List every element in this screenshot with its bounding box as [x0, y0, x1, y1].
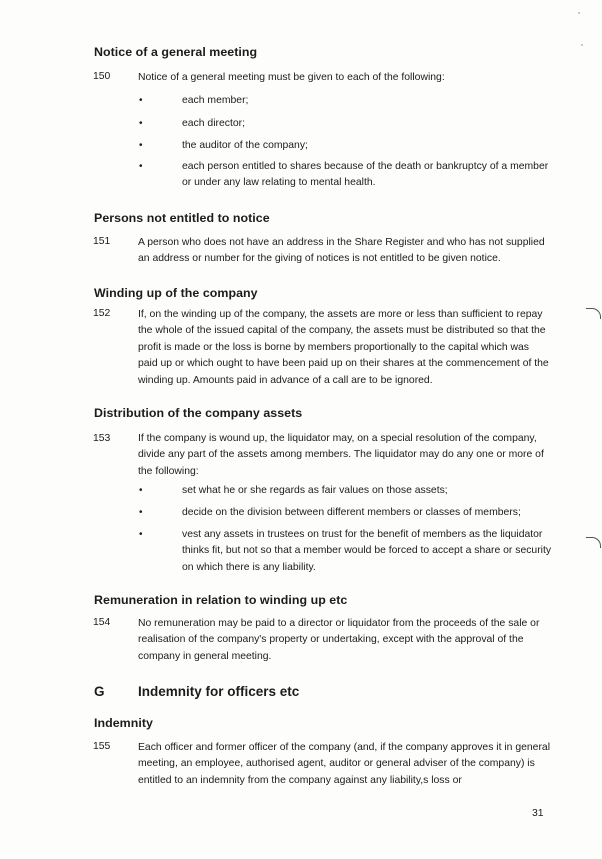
clause-153-bullet-2: decide on the division between different members or classes of members;: [182, 507, 521, 518]
heading-remuneration: Remuneration in relation to winding up etc: [94, 593, 348, 607]
clause-154-text: No remuneration may be paid to a director or liquidator from the proceeds of the sale or realisation of the company's property or undertaking, except with the approval of the company in general meeting.: [138, 618, 540, 662]
bullet-icon: •: [139, 95, 143, 106]
bullet-icon: •: [139, 529, 143, 540]
heading-persons-not-entitled: Persons not entitled to notice: [94, 211, 270, 225]
section-letter: G: [94, 684, 105, 699]
page-number: 31: [532, 808, 544, 819]
clause-150-intro: Notice of a general meeting must be given to each of the following:: [138, 72, 445, 83]
clause-152-text: If, on the winding up of the company, the assets are more or less than sufficient to repay the whole of the issued capital of the company, the assets must be distributed so that the profit is made or the loss is borne by members proportionally to the capital which was paid up or which ought to have been paid up on their shares at the commencement of the winding up. Amounts paid in advance of a call are to be ignored.: [138, 309, 549, 386]
bullet-icon: •: [139, 140, 143, 151]
clause-150-bullet-3: the auditor of the company;: [182, 140, 308, 151]
heading-winding-up: Winding up of the company: [94, 286, 258, 300]
clause-number-153: 153: [93, 433, 111, 444]
clause-150-bullet-2: each director;: [182, 118, 245, 129]
clause-153-intro: If the company is wound up, the liquidator may, on a special resolution of the company, divide any part of the assets among members. The liquidator may do any one or more of the following:: [138, 433, 544, 477]
heading-distribution-assets: Distribution of the company assets: [94, 406, 303, 420]
bullet-icon: •: [139, 161, 143, 172]
clause-150-bullet-4: each person entitled to shares because of the death or bankruptcy of a member or under any law relating to mental health.: [182, 161, 549, 189]
clause-150-bullet-1: each member;: [182, 95, 249, 106]
clause-153-bullet-1: set what he or she regards as fair values on those assets;: [182, 485, 448, 496]
clause-number-152: 152: [93, 308, 111, 319]
heading-notice-general-meeting: Notice of a general meeting: [94, 45, 258, 59]
clause-153-bullet-3: vest any assets in trustees on trust for the benefit of members as the liquidator thinks fit, but not so that a member would be forced to accept a share or security on which there is any liability.: [182, 529, 552, 573]
scan-speck-icon: [581, 44, 583, 46]
clause-number-150: 150: [93, 71, 111, 82]
section-title: Indemnity for officers etc: [138, 684, 300, 699]
clause-number-155: 155: [93, 741, 111, 752]
clause-number-154: 154: [93, 617, 111, 628]
scan-mark-icon: [586, 537, 601, 548]
bullet-icon: •: [139, 485, 143, 496]
bullet-icon: •: [139, 507, 143, 518]
bullet-icon: •: [139, 118, 143, 129]
heading-indemnity: Indemnity: [94, 716, 153, 730]
clause-155-text: Each officer and former officer of the company (and, if the company approves it in general meeting, an employee, authorised agent, auditor or general adviser of the company) is entitled to an indemnity from the company against any liability,s loss or: [138, 742, 551, 786]
scan-mark-icon: [586, 308, 601, 319]
scan-speck-icon: [578, 12, 580, 14]
clause-number-151: 151: [93, 236, 111, 247]
clause-151-text: A person who does not have an address in the Share Register and who has not supplied an address or number for the giving of notices is not entitled to be given notice.: [138, 237, 545, 265]
